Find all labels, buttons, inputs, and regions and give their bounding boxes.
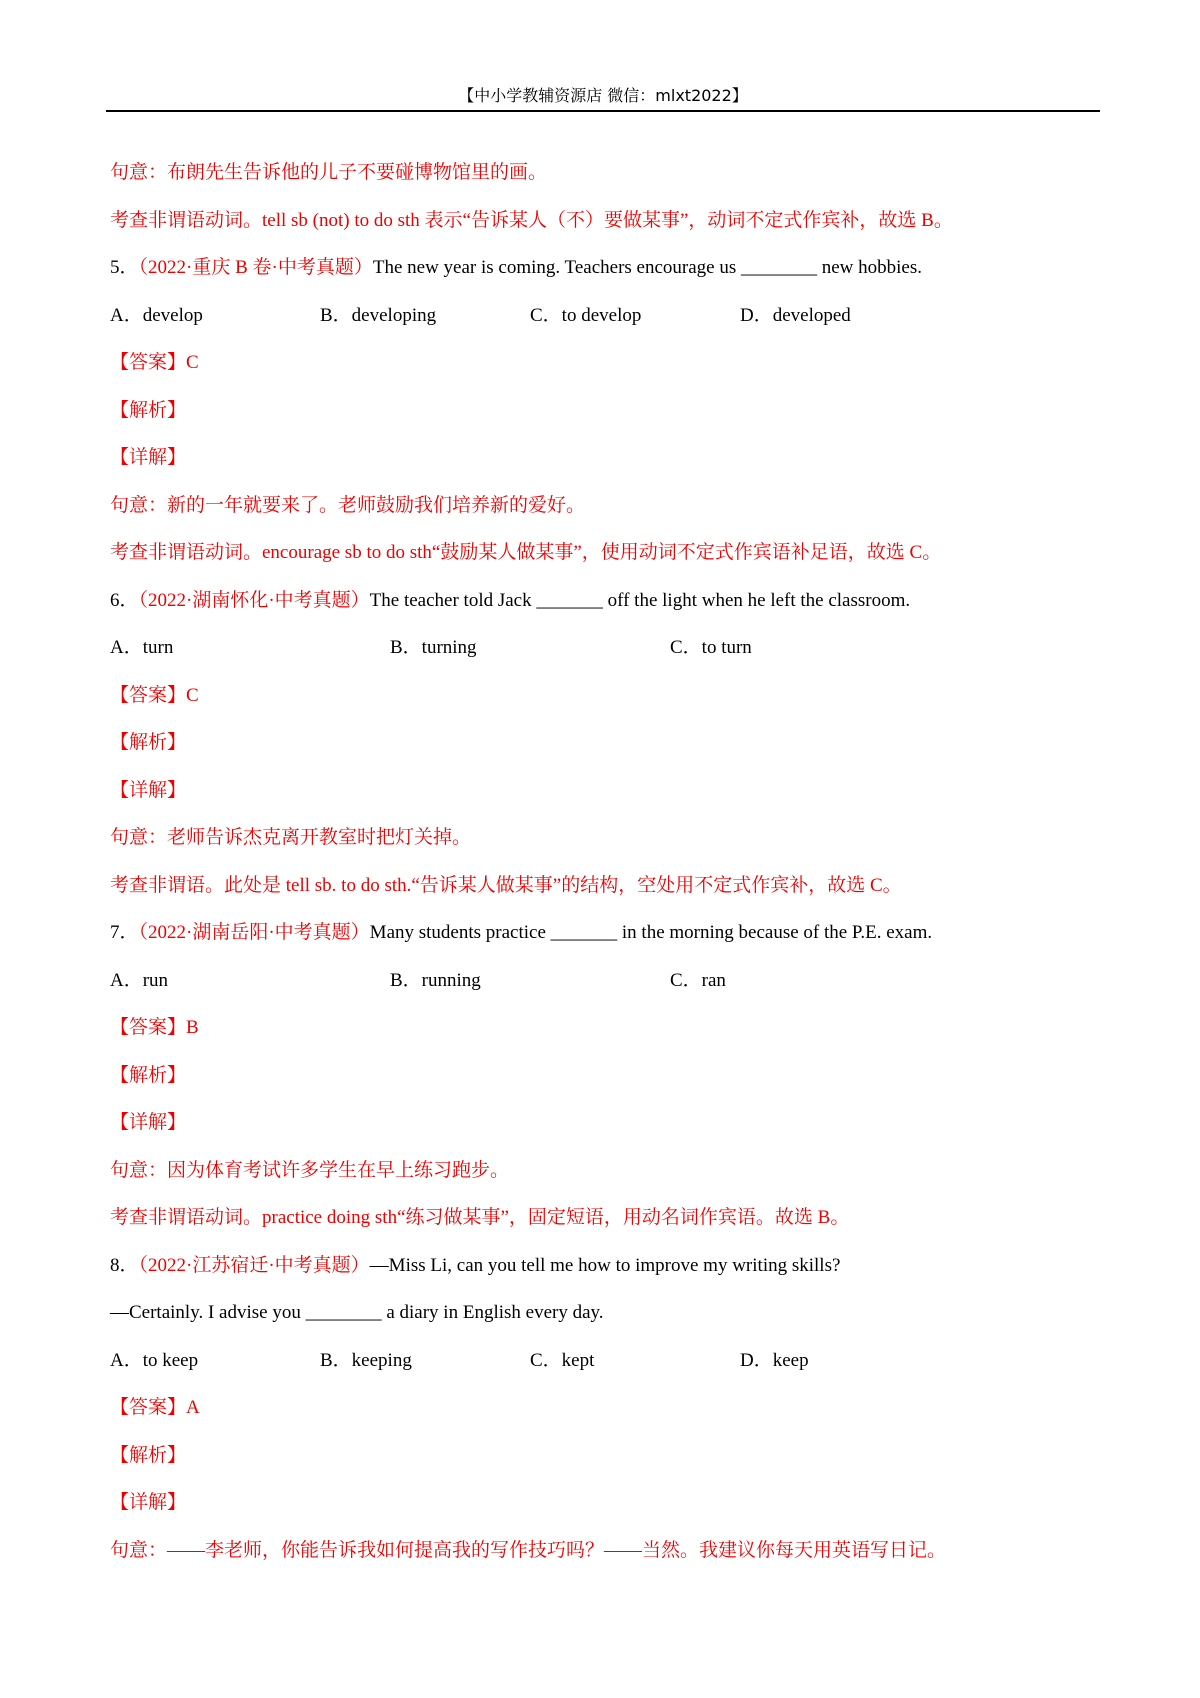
option-c: C．to develop: [530, 304, 642, 326]
question-number: 7．: [110, 922, 139, 943]
question-7-analysis: 考查非谓语动词。practice doing sth“练习做某事”，固定短语，用动名词作宾语。故选 B。: [110, 1207, 850, 1228]
question-7-meaning: 句意：因为体育考试许多学生在早上练习跑步。: [110, 1159, 510, 1181]
question-8-stem-continued: —Certainly. I advise you ________ a diary in English every day.: [110, 1302, 604, 1323]
option-d: D．keep: [740, 1349, 809, 1371]
question-text: The new year is coming. Teachers encourage us ________ new hobbies.: [372, 257, 922, 278]
question-8-stem: [110, 1242, 1110, 1290]
document-body: [110, 149, 1110, 1574]
intro-analysis: 考查非谓语动词。tell sb (not) to do sth 表示“告诉某人（不）要做某事”，动词不定式作宾补，故选 B。: [110, 209, 953, 231]
option-c: C．kept: [530, 1349, 595, 1371]
question-6-xiangjie: 【详解】: [110, 779, 187, 801]
question-number: 6．: [110, 589, 139, 611]
question-5-meaning: 句意：新的一年就要来了。老师鼓励我们培养新的爱好。: [110, 494, 586, 516]
option-c: C．ran: [670, 969, 726, 991]
question-source: （2022·江苏宿迁·中考真题）: [138, 1254, 370, 1276]
question-6-answer: 【答案】C: [110, 684, 199, 706]
question-5-options: [110, 292, 1110, 340]
question-text: Many students practice _______ in the morning because of the P.E. exam.: [369, 922, 933, 943]
question-source: （2022·重庆 B 卷·中考真题）: [138, 257, 373, 278]
question-number: 8．: [110, 1254, 139, 1276]
question-source: （2022·湖南岳阳·中考真题）: [138, 922, 370, 943]
question-6-analysis: 考查非谓语。此处是 tell sb. to do sth.“告诉某人做某事”的结构，空处用不定式作宾补，故选 C。: [110, 874, 902, 896]
question-7-jiexi: 【解析】: [110, 1064, 187, 1086]
option-a: A．run: [110, 969, 169, 991]
question-6-jiexi: 【解析】: [110, 732, 187, 753]
intro-meaning: 句意：布朗先生告诉他的儿子不要碰博物馆里的画。: [110, 162, 548, 183]
question-number: 5．: [110, 257, 139, 278]
option-b: B．turning: [390, 637, 477, 658]
option-c: C．to turn: [670, 637, 752, 658]
header-divider: [106, 110, 1100, 112]
question-5-jiexi: 【解析】: [110, 399, 187, 421]
question-8-meaning: 句意：——李老师，你能告诉我如何提高我的写作技巧吗？——当然。我建议你每天用英语写日记。: [110, 1539, 947, 1561]
question-5-analysis: 考查非谓语动词。encourage sb to do sth“鼓励某人做某事”，使用动词不定式作宾语补足语，故选 C。: [110, 542, 942, 563]
question-7-options: [110, 957, 1110, 1005]
question-text: The teacher told Jack _______ off the light when he left the classroom.: [369, 589, 911, 611]
option-a: A．develop: [110, 304, 203, 326]
question-8-answer: 【答案】A: [110, 1397, 200, 1418]
question-5-stem: [110, 244, 1110, 292]
question-6-options: [110, 624, 1110, 672]
question-8-jiexi: 【解析】: [110, 1444, 187, 1466]
question-6-stem: [110, 577, 1110, 625]
option-a: A．turn: [110, 637, 174, 658]
question-text: —Miss Li, can you tell me how to improve my writing skills?: [369, 1254, 841, 1276]
question-7-xiangjie: 【详解】: [110, 1112, 187, 1133]
question-source: （2022·湖南怀化·中考真题）: [138, 589, 370, 611]
question-8-options: [110, 1337, 1110, 1385]
question-5-answer: 【答案】C: [110, 352, 199, 373]
question-6-meaning: 句意：老师告诉杰克离开教室时把灯关掉。: [110, 827, 472, 848]
option-b: B．keeping: [320, 1349, 412, 1371]
page-header: 【中小学教辅资源店 微信：mlxt2022】: [458, 86, 748, 105]
question-7-answer: 【答案】B: [110, 1017, 199, 1038]
question-5-xiangjie: 【详解】: [110, 447, 187, 468]
option-b: B．developing: [320, 304, 437, 326]
question-7-stem: [110, 909, 1110, 957]
option-b: B．running: [390, 969, 481, 991]
option-d: D．developed: [740, 304, 851, 326]
question-8-xiangjie: 【详解】: [110, 1492, 187, 1513]
option-a: A．to keep: [110, 1349, 199, 1371]
